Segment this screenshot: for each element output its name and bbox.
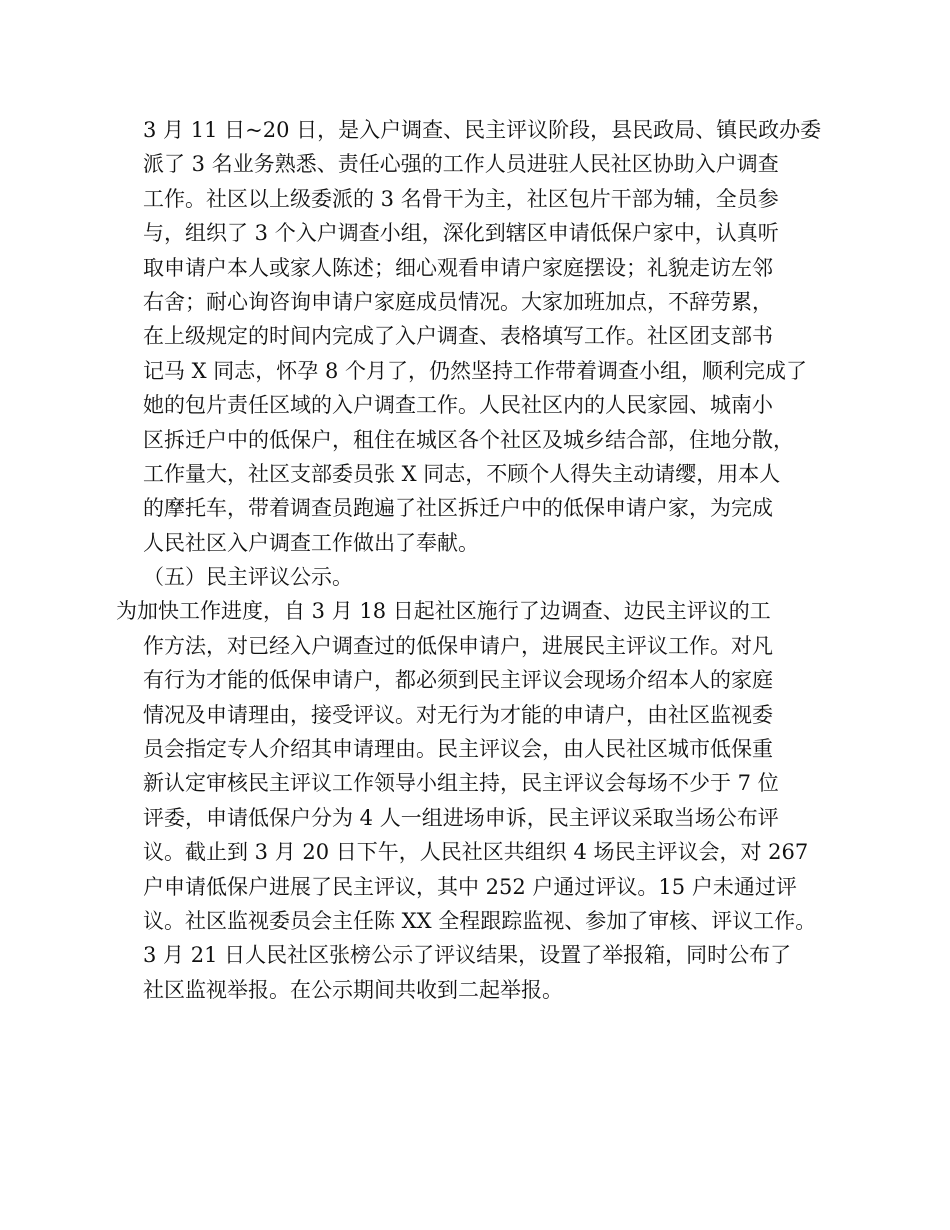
- text-line: 她的包片责任区域的入户调查工作。人民社区内的人民家园、城南小: [143, 393, 773, 418]
- text-line: 记马 X 同志，怀孕 8 个月了，仍然坚持工作带着调查小组，顺利完成了: [143, 358, 808, 383]
- text-line: 议。社区监视委员会主任陈 XX 全程跟踪监视、参加了审核、评议工作。: [143, 908, 817, 933]
- text-line: 工作。社区以上级委派的 3 名骨干为主，社区包片干部为辅，全员参: [143, 186, 779, 211]
- text-line: 为加快工作进度，自 3 月 18 日起社区施行了边调查、边民主评议的工: [116, 599, 771, 624]
- text-line: 与，组织了 3 个入户调查小组，深化到辖区申请低保户家中，认真听: [143, 221, 779, 246]
- section-heading: （五）民主评议公示。: [143, 565, 353, 590]
- text-line: 3 月 11 日~20 日，是入户调查、民主评议阶段，县民政局、镇民政办委: [143, 118, 822, 142]
- text-line: 人民社区入户调查工作做出了奉献。: [143, 530, 479, 555]
- text-line: 有行为才能的低保申请户，都必须到民主评议会现场介绍本人的家庭: [143, 668, 773, 693]
- document-body: [116, 113, 843, 1007]
- text-line: 的摩托车，带着调查员跑遍了社区拆迁户中的低保申请户家，为完成: [143, 496, 773, 521]
- text-line: 作方法，对已经入户调查过的低保申请户，进展民主评议工作。对凡: [143, 633, 773, 658]
- text-line: 议。截止到 3 月 20 日下午，人民社区共组织 4 场民主评议会，对 267: [143, 840, 809, 865]
- text-line: 评委，申请低保户分为 4 人一组进场申诉，民主评议采取当场公布评: [143, 805, 779, 830]
- text-line: 取申请户本人或家人陈述；细心观看申请户家庭摆设；礼貌走访左邻: [143, 255, 773, 280]
- text-line: 社区监视举报。在公示期间共收到二起举报。: [143, 977, 563, 1002]
- text-line: 户申请低保户进展了民主评议，其中 252 户通过评议。15 户未通过评: [143, 874, 797, 899]
- text-line: 右舍；耐心询咨询申请户家庭成员情况。大家加班加点，不辞劳累，: [143, 289, 773, 314]
- text-line: 在上级规定的时间内完成了入户调查、表格填写工作。社区团支部书: [143, 324, 773, 349]
- text-line: 派了 3 名业务熟悉、责任心强的工作人员进驻人民社区协助入户调查: [143, 152, 779, 177]
- text-line: 员会指定专人介绍其申请理由。民主评议会，由人民社区城市低保重: [143, 737, 773, 762]
- text-line: 新认定审核民主评议工作领导小组主持，民主评议会每场不少于 7 位: [143, 771, 779, 796]
- text-line: 3 月 21 日人民社区张榜公示了评议结果，设置了举报箱，同时公布了: [143, 943, 792, 968]
- text-line: 区拆迁户中的低保户，租住在城区各个社区及城乡结合部，住地分散，: [143, 427, 794, 452]
- text-line: 情况及申请理由，接受评议。对无行为才能的申请户，由社区监视委: [143, 702, 773, 727]
- text-line: 工作量大，社区支部委员张 X 同志，不顾个人得失主动请缨，用本人: [143, 461, 781, 486]
